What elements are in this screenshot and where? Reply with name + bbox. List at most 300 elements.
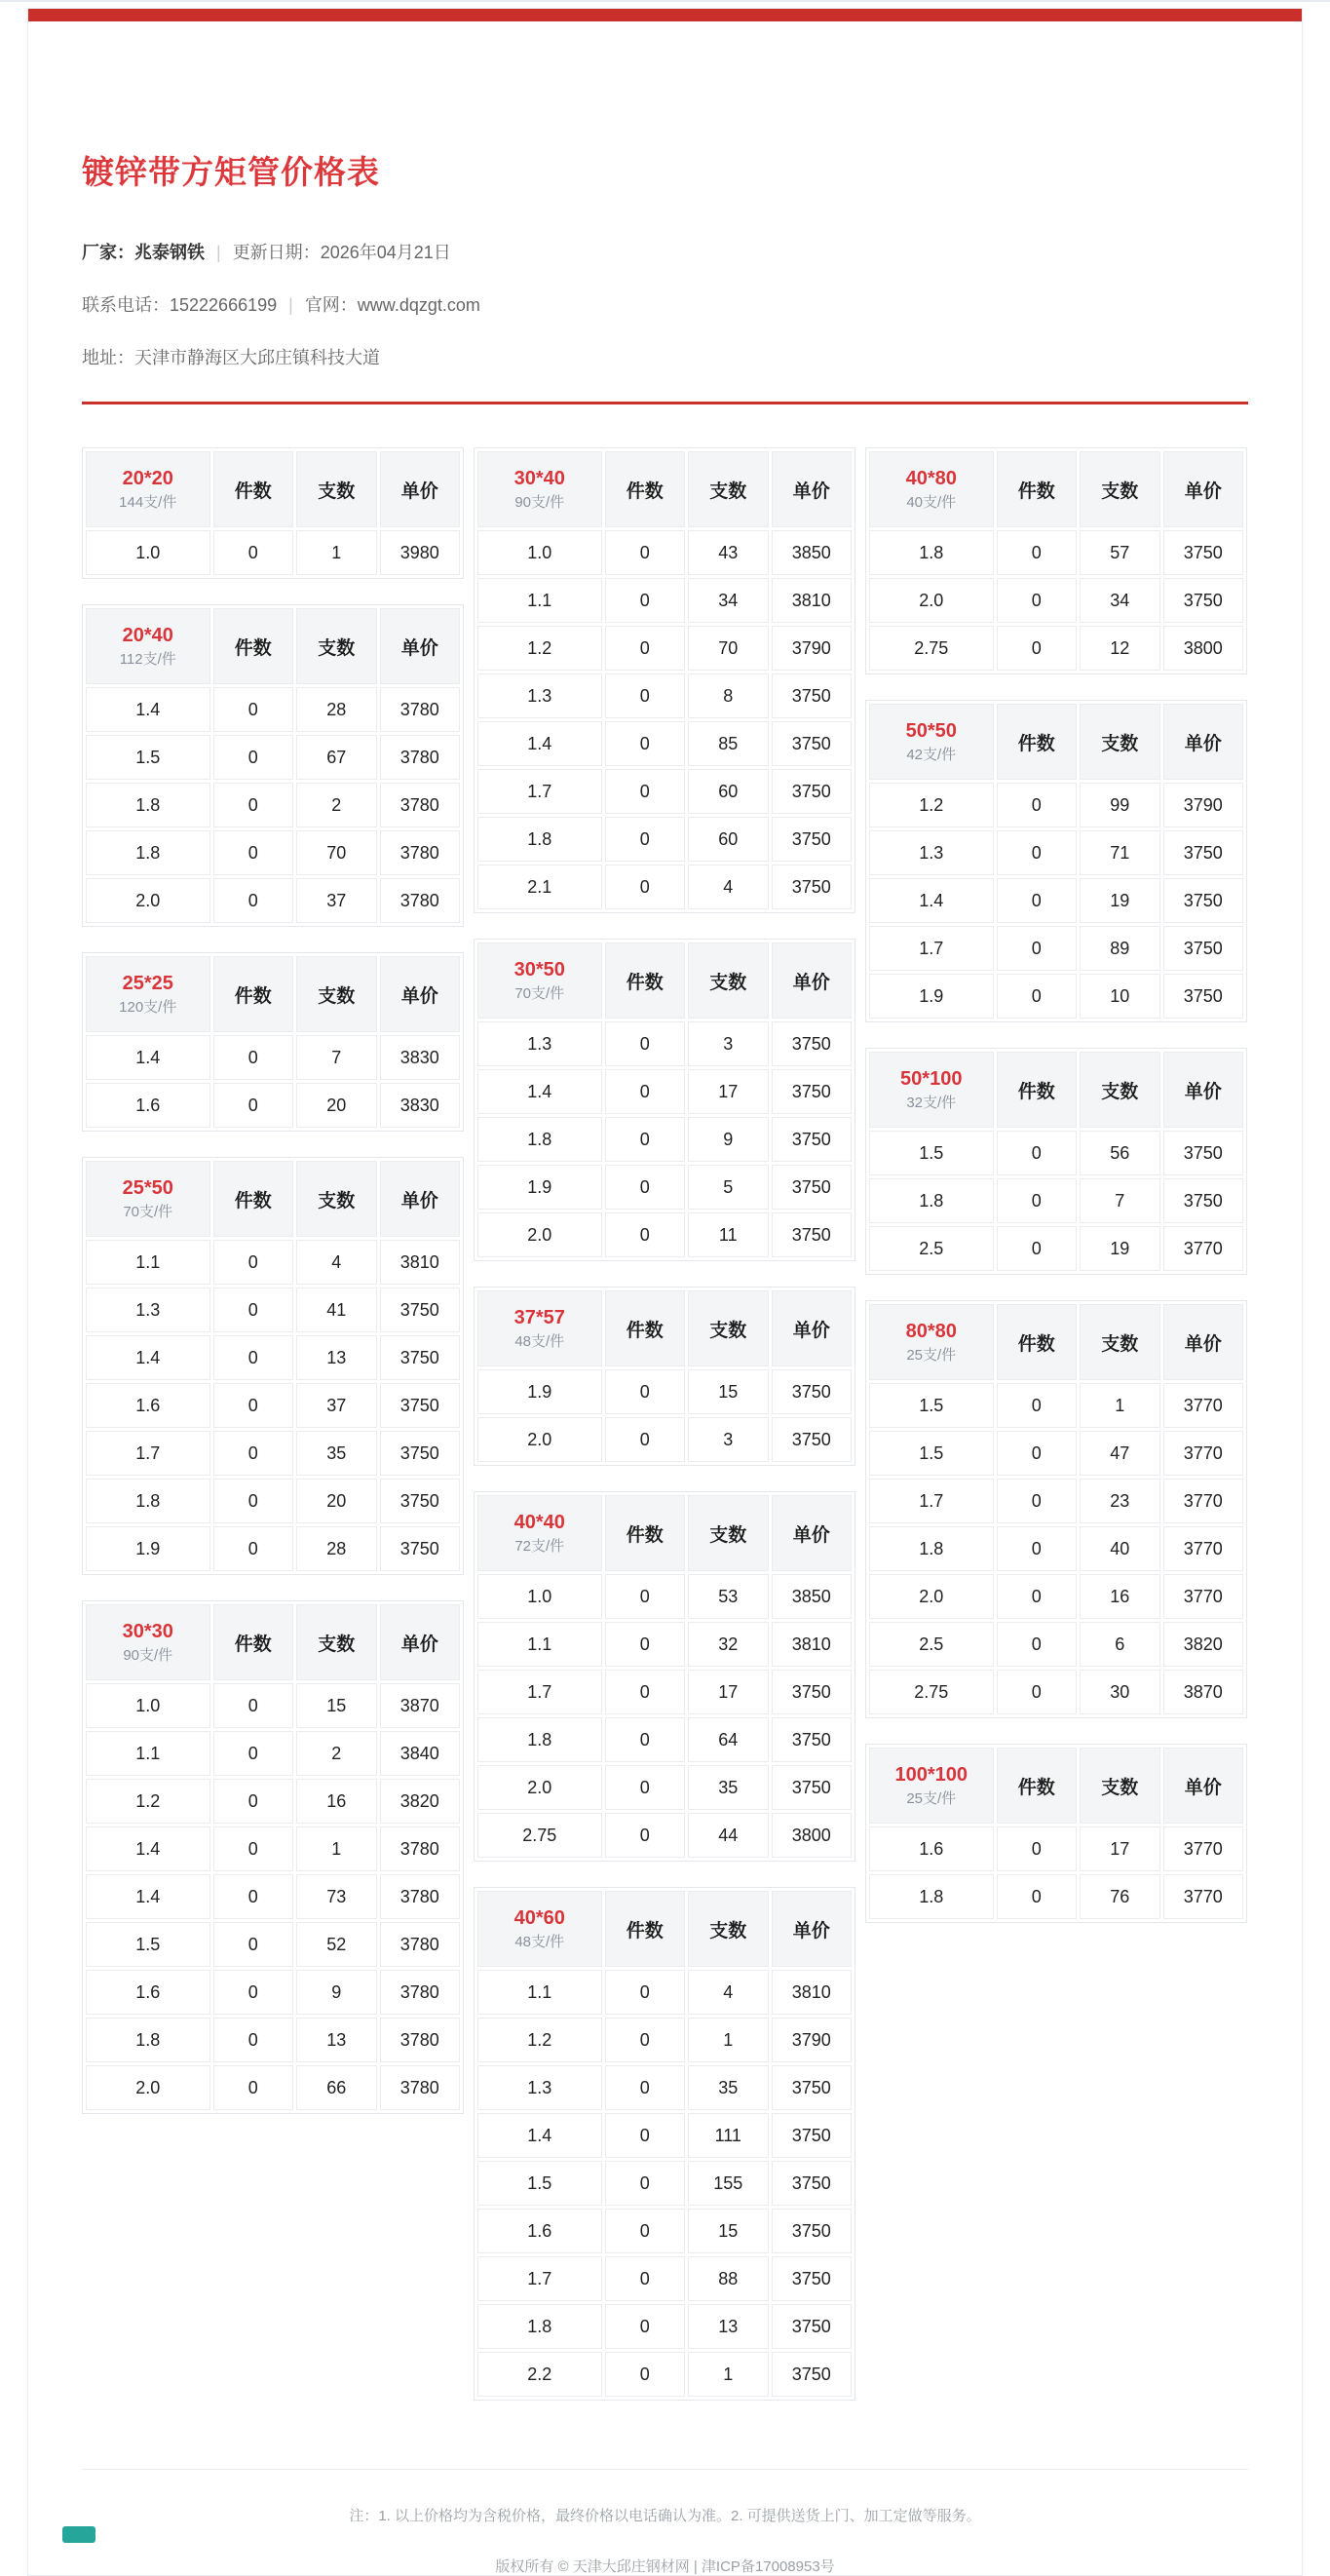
thickness-cell: 1.4 xyxy=(86,1826,210,1871)
table-header-row xyxy=(869,1304,1243,1380)
address-line xyxy=(82,349,1248,367)
pieces-cell: 0 xyxy=(605,2352,686,2397)
col-header-count: 支数 xyxy=(1080,1052,1160,1128)
col-header-pieces: 件数 xyxy=(605,1495,686,1571)
pieces-cell: 0 xyxy=(213,530,294,575)
count-cell: 6 xyxy=(1080,1622,1160,1667)
size-label: 25*25 xyxy=(122,973,173,994)
count-cell: 15 xyxy=(688,1369,769,1414)
col-header-count: 支数 xyxy=(296,1161,377,1237)
footer-note: 注：1. 以上价格均为含税价格，最终价格以电话确认为准。2. 可提供送货上门、加工定做等服务。 xyxy=(349,2508,981,2524)
price-cell: 3750 xyxy=(772,865,853,909)
thickness-cell: 1.3 xyxy=(86,1288,210,1332)
count-cell: 15 xyxy=(688,2209,769,2253)
thickness-cell: 1.3 xyxy=(869,830,994,875)
table-column-3 xyxy=(865,447,1247,1923)
count-cell: 70 xyxy=(688,626,769,671)
table-row xyxy=(86,1731,460,1776)
thickness-cell: 1.0 xyxy=(477,530,602,575)
pieces-cell: 0 xyxy=(605,530,686,575)
count-cell: 3 xyxy=(688,1021,769,1066)
count-cell: 35 xyxy=(688,2065,769,2110)
price-cell: 3750 xyxy=(772,1417,853,1462)
table-header-row xyxy=(477,1495,852,1571)
col-header-pieces: 件数 xyxy=(213,956,294,1032)
thickness-cell: 1.4 xyxy=(86,1874,210,1919)
pieces-cell: 0 xyxy=(213,1083,294,1128)
thickness-cell: 1.8 xyxy=(477,1117,602,1162)
thickness-cell: 1.0 xyxy=(477,1574,602,1619)
pieces-cell: 0 xyxy=(605,1970,686,2015)
price-cell: 3750 xyxy=(772,1670,853,1714)
pieces-cell: 0 xyxy=(605,2209,686,2253)
price-cell: 3790 xyxy=(772,2018,853,2062)
thickness-cell: 1.8 xyxy=(477,2304,602,2349)
pieces-cell: 0 xyxy=(605,578,686,623)
thickness-cell: 1.0 xyxy=(86,1683,210,1728)
table-header-row xyxy=(86,1604,460,1680)
table-row xyxy=(477,1021,852,1066)
table-row xyxy=(477,1970,852,2015)
table-row xyxy=(86,1970,460,2015)
thickness-cell: 1.7 xyxy=(869,926,994,971)
pieces-cell: 0 xyxy=(213,1240,294,1285)
thickness-cell: 1.1 xyxy=(86,1240,210,1285)
thickness-cell: 2.0 xyxy=(86,2065,210,2110)
pieces-cell: 0 xyxy=(213,1874,294,1919)
pieces-cell: 0 xyxy=(213,687,294,732)
per-bundle-label: 32支/件 xyxy=(906,1095,957,1111)
size-label: 30*40 xyxy=(513,468,565,489)
count-cell: 17 xyxy=(1080,1826,1160,1871)
thickness-cell: 1.1 xyxy=(86,1731,210,1776)
table-row xyxy=(86,2065,460,2110)
thickness-cell: 1.8 xyxy=(86,2018,210,2062)
count-cell: 13 xyxy=(688,2304,769,2349)
pieces-cell: 0 xyxy=(213,1335,294,1380)
count-cell: 85 xyxy=(688,721,769,766)
table-row xyxy=(86,1526,460,1571)
pieces-cell: 0 xyxy=(605,2161,686,2206)
thickness-cell: 1.8 xyxy=(86,830,210,875)
price-cell: 3750 xyxy=(772,1717,853,1762)
price-cell: 3750 xyxy=(380,1288,461,1332)
count-cell: 13 xyxy=(296,2018,377,2062)
count-cell: 4 xyxy=(688,865,769,909)
pieces-cell: 0 xyxy=(997,878,1078,923)
pieces-cell: 0 xyxy=(605,1622,686,1667)
price-cell: 3750 xyxy=(772,2209,853,2253)
price-cell: 3750 xyxy=(772,1069,853,1114)
size-label: 25*50 xyxy=(122,1177,173,1199)
size-label: 50*50 xyxy=(905,720,957,742)
size-label: 20*20 xyxy=(122,468,173,489)
pieces-cell: 0 xyxy=(605,2018,686,2062)
thickness-cell: 1.6 xyxy=(86,1383,210,1428)
pieces-cell: 0 xyxy=(605,1813,686,1858)
per-bundle-label: 70支/件 xyxy=(514,985,565,1002)
pieces-cell: 0 xyxy=(997,926,1078,971)
per-bundle-label: 90支/件 xyxy=(514,494,565,511)
count-cell: 19 xyxy=(1080,878,1160,923)
count-cell: 19 xyxy=(1080,1226,1160,1271)
count-cell: 56 xyxy=(1080,1131,1160,1175)
price-cell: 3810 xyxy=(772,578,853,623)
table-row xyxy=(477,769,852,814)
table-header-row xyxy=(86,956,460,1032)
price-cell: 3750 xyxy=(1163,878,1244,923)
count-cell: 15 xyxy=(296,1683,377,1728)
col-header-pieces: 件数 xyxy=(997,451,1078,527)
price-table-20*20 xyxy=(82,447,464,579)
price-cell: 3780 xyxy=(380,2018,461,2062)
table-row xyxy=(86,530,460,575)
col-header-pieces: 件数 xyxy=(997,1052,1078,1128)
table-header-row xyxy=(86,608,460,684)
pieces-cell: 0 xyxy=(605,1369,686,1414)
price-cell: 3750 xyxy=(772,1021,853,1066)
table-row xyxy=(477,1069,852,1114)
price-cell: 3780 xyxy=(380,687,461,732)
pieces-cell: 0 xyxy=(997,1383,1078,1428)
table-row xyxy=(86,1383,460,1428)
pieces-cell: 0 xyxy=(213,1526,294,1571)
vendor-label-and-name: 厂家：兆泰钢铁 xyxy=(82,243,205,262)
price-cell: 3750 xyxy=(380,1431,461,1476)
floating-widget-button[interactable] xyxy=(62,2526,95,2543)
price-cell: 3750 xyxy=(772,2256,853,2301)
price-cell: 3750 xyxy=(772,817,853,862)
size-header-cell xyxy=(869,704,994,780)
count-cell: 88 xyxy=(688,2256,769,2301)
size-header-cell xyxy=(477,1891,602,1967)
col-header-price: 单价 xyxy=(380,956,461,1032)
price-cell: 3780 xyxy=(380,1826,461,1871)
pieces-cell: 0 xyxy=(213,1779,294,1824)
pieces-cell: 0 xyxy=(605,626,686,671)
price-cell: 3810 xyxy=(772,1970,853,2015)
count-cell: 64 xyxy=(688,1717,769,1762)
col-header-count: 支数 xyxy=(688,1891,769,1967)
size-label: 37*57 xyxy=(513,1307,565,1328)
count-cell: 20 xyxy=(296,1479,377,1523)
thickness-cell: 1.8 xyxy=(869,1178,994,1223)
price-cell: 3750 xyxy=(772,1369,853,1414)
price-cell: 3750 xyxy=(772,2304,853,2349)
col-header-count: 支数 xyxy=(1080,1304,1160,1380)
table-row xyxy=(869,1574,1243,1619)
price-cell: 3770 xyxy=(1163,1826,1244,1871)
pieces-cell: 0 xyxy=(605,865,686,909)
thickness-cell: 1.9 xyxy=(869,974,994,1019)
table-row xyxy=(869,1479,1243,1523)
col-header-price: 单价 xyxy=(1163,1748,1244,1824)
pieces-cell: 0 xyxy=(997,578,1078,623)
price-cell: 3750 xyxy=(380,1335,461,1380)
size-header-cell xyxy=(869,1304,994,1380)
pieces-cell: 0 xyxy=(997,1178,1078,1223)
per-bundle-label: 48支/件 xyxy=(514,1333,565,1350)
thickness-cell: 1.2 xyxy=(477,2018,602,2062)
price-cell: 3810 xyxy=(380,1240,461,1285)
table-row xyxy=(86,1826,460,1871)
count-cell: 8 xyxy=(688,673,769,718)
thickness-cell: 1.0 xyxy=(86,530,210,575)
table-row xyxy=(477,2352,852,2397)
price-cell: 3830 xyxy=(380,1083,461,1128)
col-header-count: 支数 xyxy=(1080,1748,1160,1824)
table-row xyxy=(869,1826,1243,1871)
count-cell: 52 xyxy=(296,1922,377,1967)
count-cell: 1 xyxy=(296,530,377,575)
col-header-price: 单价 xyxy=(380,608,461,684)
thickness-cell: 1.5 xyxy=(477,2161,602,2206)
per-bundle-label: 40支/件 xyxy=(906,494,957,511)
size-label: 30*30 xyxy=(122,1621,173,1642)
thickness-cell: 1.6 xyxy=(86,1083,210,1128)
count-cell: 7 xyxy=(1080,1178,1160,1223)
count-cell: 20 xyxy=(296,1083,377,1128)
pieces-cell: 0 xyxy=(605,769,686,814)
col-header-price: 单价 xyxy=(772,1290,853,1366)
footer-copyright: 版权所有 © 天津大邱庄钢材网 | 津ICP备17008953号 xyxy=(495,2558,835,2575)
count-cell: 16 xyxy=(296,1779,377,1824)
page-footer xyxy=(28,2469,1302,2575)
count-cell: 1 xyxy=(688,2352,769,2397)
table-row xyxy=(477,1670,852,1714)
thickness-cell: 1.6 xyxy=(477,2209,602,2253)
table-row xyxy=(869,1431,1243,1476)
price-cell: 3750 xyxy=(1163,830,1244,875)
per-bundle-label: 120支/件 xyxy=(119,999,177,1016)
website-label: 官网： xyxy=(304,295,358,315)
pieces-cell: 0 xyxy=(997,1826,1078,1871)
table-row xyxy=(477,865,852,909)
separator-bar: | xyxy=(288,295,293,315)
price-cell: 3870 xyxy=(380,1683,461,1728)
pieces-cell: 0 xyxy=(605,1417,686,1462)
table-row xyxy=(86,1922,460,1967)
size-label: 80*80 xyxy=(905,1321,957,1342)
price-cell: 3750 xyxy=(1163,578,1244,623)
col-header-pieces: 件数 xyxy=(213,451,294,527)
price-table-20*40 xyxy=(82,604,464,927)
price-cell: 3820 xyxy=(1163,1622,1244,1667)
table-row xyxy=(869,626,1243,671)
count-cell: 9 xyxy=(296,1970,377,2015)
thickness-cell: 1.7 xyxy=(477,2256,602,2301)
table-row xyxy=(477,2018,852,2062)
price-table-40*40 xyxy=(474,1491,855,1862)
pieces-cell: 0 xyxy=(997,1431,1078,1476)
col-header-pieces: 件数 xyxy=(997,1748,1078,1824)
price-cell: 3840 xyxy=(380,1731,461,1776)
price-cell: 3750 xyxy=(772,2113,853,2158)
price-cell: 3790 xyxy=(772,626,853,671)
count-cell: 10 xyxy=(1080,974,1160,1019)
price-cell: 3770 xyxy=(1163,1383,1244,1428)
count-cell: 17 xyxy=(688,1670,769,1714)
count-cell: 7 xyxy=(296,1035,377,1080)
table-row xyxy=(86,1035,460,1080)
thickness-cell: 2.5 xyxy=(869,1622,994,1667)
thickness-cell: 1.6 xyxy=(86,1970,210,2015)
table-row xyxy=(869,830,1243,875)
pieces-cell: 0 xyxy=(213,1826,294,1871)
col-header-price: 单价 xyxy=(772,942,853,1019)
thickness-cell: 1.9 xyxy=(86,1526,210,1571)
price-cell: 3750 xyxy=(772,2065,853,2110)
count-cell: 67 xyxy=(296,735,377,780)
size-header-cell xyxy=(869,1748,994,1824)
col-header-count: 支数 xyxy=(296,451,377,527)
size-header-cell xyxy=(477,1290,602,1366)
table-header-row xyxy=(86,451,460,527)
update-date-label: 更新日期： xyxy=(232,243,321,262)
card-content xyxy=(28,21,1302,2401)
thickness-cell: 1.1 xyxy=(477,1622,602,1667)
price-cell: 3770 xyxy=(1163,1479,1244,1523)
thickness-cell: 2.0 xyxy=(477,1212,602,1257)
pieces-cell: 0 xyxy=(605,1574,686,1619)
col-header-price: 单价 xyxy=(380,1161,461,1237)
price-cell: 3750 xyxy=(380,1383,461,1428)
col-header-price: 单价 xyxy=(1163,451,1244,527)
pieces-cell: 0 xyxy=(213,735,294,780)
card-accent-bar xyxy=(28,9,1302,21)
thickness-cell: 1.4 xyxy=(86,687,210,732)
price-table-37*57 xyxy=(474,1287,855,1466)
pieces-cell: 0 xyxy=(213,1683,294,1728)
price-cell: 3780 xyxy=(380,830,461,875)
thickness-cell: 1.8 xyxy=(869,1874,994,1919)
table-row xyxy=(86,1083,460,1128)
price-cell: 3770 xyxy=(1163,1526,1244,1571)
table-row xyxy=(869,1131,1243,1175)
thickness-cell: 2.75 xyxy=(869,1670,994,1714)
thickness-cell: 1.5 xyxy=(869,1131,994,1175)
table-row xyxy=(477,1212,852,1257)
col-header-price: 单价 xyxy=(1163,1304,1244,1380)
col-header-pieces: 件数 xyxy=(605,451,686,527)
thickness-cell: 2.2 xyxy=(477,2352,602,2397)
table-row xyxy=(477,2256,852,2301)
count-cell: 2 xyxy=(296,783,377,827)
thickness-cell: 2.1 xyxy=(477,865,602,909)
table-header-row xyxy=(477,451,852,527)
table-row xyxy=(86,1874,460,1919)
table-row xyxy=(86,878,460,923)
pieces-cell: 0 xyxy=(997,1622,1078,1667)
price-table-30*50 xyxy=(474,939,855,1261)
thickness-cell: 1.2 xyxy=(869,783,994,827)
thickness-cell: 2.0 xyxy=(86,878,210,923)
thickness-cell: 2.75 xyxy=(477,1813,602,1858)
price-cell: 3980 xyxy=(380,530,461,575)
thickness-cell: 1.7 xyxy=(477,769,602,814)
table-row xyxy=(869,578,1243,623)
per-bundle-label: 72支/件 xyxy=(514,1538,565,1555)
thickness-cell: 2.75 xyxy=(869,626,994,671)
count-cell: 3 xyxy=(688,1417,769,1462)
thickness-cell: 1.2 xyxy=(86,1779,210,1824)
vendor-line xyxy=(82,244,1248,262)
price-cell: 3750 xyxy=(772,1165,853,1210)
count-cell: 44 xyxy=(688,1813,769,1858)
pieces-cell: 0 xyxy=(997,1131,1078,1175)
price-cell: 3750 xyxy=(772,2161,853,2206)
table-header-row xyxy=(477,1290,852,1366)
size-label: 40*60 xyxy=(513,1907,565,1929)
col-header-pieces: 件数 xyxy=(213,1604,294,1680)
price-cell: 3750 xyxy=(380,1526,461,1571)
table-row xyxy=(477,1369,852,1414)
per-bundle-label: 25支/件 xyxy=(906,1790,957,1807)
size-label: 100*100 xyxy=(894,1764,969,1786)
size-header-cell xyxy=(86,451,210,527)
price-cell: 3780 xyxy=(380,878,461,923)
table-row xyxy=(86,1335,460,1380)
col-header-pieces: 件数 xyxy=(213,1161,294,1237)
table-row xyxy=(869,1178,1243,1223)
thickness-cell: 1.8 xyxy=(477,817,602,862)
table-row xyxy=(477,2161,852,2206)
pieces-cell: 0 xyxy=(997,1526,1078,1571)
price-cell: 3850 xyxy=(772,530,853,575)
separator-bar: | xyxy=(216,243,221,262)
size-header-cell xyxy=(477,942,602,1019)
table-row xyxy=(869,1383,1243,1428)
pieces-cell: 0 xyxy=(213,2065,294,2110)
table-row xyxy=(477,1765,852,1810)
price-cell: 3780 xyxy=(380,1874,461,1919)
pieces-cell: 0 xyxy=(605,1717,686,1762)
pieces-cell: 0 xyxy=(997,1874,1078,1919)
price-cell: 3770 xyxy=(1163,1226,1244,1271)
thickness-cell: 1.9 xyxy=(477,1369,602,1414)
table-row xyxy=(477,578,852,623)
price-cell: 3750 xyxy=(1163,974,1244,1019)
pieces-cell: 0 xyxy=(605,817,686,862)
count-cell: 43 xyxy=(688,530,769,575)
table-row xyxy=(869,1226,1243,1271)
pieces-cell: 0 xyxy=(213,1731,294,1776)
phone-number: 15222666199 xyxy=(170,295,278,315)
pieces-cell: 0 xyxy=(997,1670,1078,1714)
col-header-price: 单价 xyxy=(772,1891,853,1967)
thickness-cell: 1.4 xyxy=(477,721,602,766)
page-title: 镀锌带方矩管价格表 xyxy=(82,154,380,190)
price-cell: 3850 xyxy=(772,1574,853,1619)
table-row xyxy=(86,2018,460,2062)
col-header-count: 支数 xyxy=(1080,451,1160,527)
pieces-cell: 0 xyxy=(605,1212,686,1257)
pieces-cell: 0 xyxy=(213,1035,294,1080)
price-cell: 3800 xyxy=(1163,626,1244,671)
count-cell: 76 xyxy=(1080,1874,1160,1919)
table-row xyxy=(477,530,852,575)
price-cell: 3780 xyxy=(380,783,461,827)
table-header-row xyxy=(869,704,1243,780)
pieces-cell: 0 xyxy=(213,783,294,827)
col-header-pieces: 件数 xyxy=(213,608,294,684)
size-header-cell xyxy=(86,956,210,1032)
price-cell: 3870 xyxy=(1163,1670,1244,1714)
pieces-cell: 0 xyxy=(213,830,294,875)
thickness-cell: 1.4 xyxy=(86,1335,210,1380)
count-cell: 99 xyxy=(1080,783,1160,827)
pieces-cell: 0 xyxy=(605,2065,686,2110)
